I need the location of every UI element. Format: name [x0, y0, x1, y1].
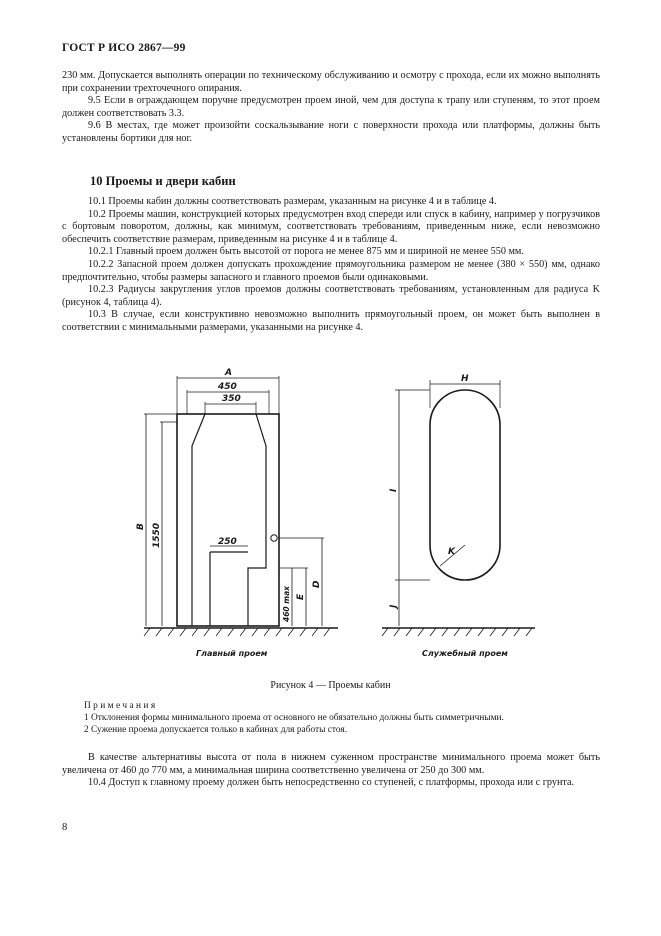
figure-caption: Рисунок 4 — Проемы кабин — [270, 680, 391, 691]
dim-label-450: 450 — [218, 382, 237, 392]
main-opening-lower-step — [210, 552, 248, 626]
notes-title: Примечания — [84, 701, 158, 711]
paragraph: 10.2.2 Запасной проем должен допускать прохождение прямоугольника размером не менее (380 × 550) мм, однако предпочтительно, чтобы размеры запасного и главного проемов были одинаковыми. — [62, 258, 600, 283]
ground-hatch-main — [144, 628, 330, 636]
dim-label-250: 250 — [218, 537, 237, 547]
paragraph: 10.2 Проемы машин, конструкцией которых предусмотрен вход спереди или спуск в кабину, например у погрузчиков с бортовым поворотом, должны, как минимум, соответствовать требованиям, приведенным ниже, если невозможно обеспечить соответствие размерам, приведенным на рисунке 4 и в таблице 4. — [62, 208, 600, 245]
seat-reference-mark — [271, 535, 277, 541]
note-item: 1 Отклонения формы минимального проема от основного не обязательно должны быть симметричными. — [84, 713, 504, 724]
dim-label-1550: 1550 — [152, 522, 162, 548]
service-opening-outline — [430, 390, 500, 580]
dim-label-h: H — [461, 374, 469, 384]
paragraph: 10.3 В случае, если конструктивно невозможно выполнить прямоугольный проем, он может быть выполнен в соответствии с минимальными размерами, указанными на рисунке 4. — [62, 309, 600, 333]
dim-label-350: 350 — [222, 394, 241, 404]
label-main-opening: Главный проем — [196, 649, 268, 658]
dim-label-j: J — [389, 604, 399, 608]
paragraph: 9.5 Если в ограждающем поручне предусмотрен проем иной, чем для доступа к трапу или ступеням, то этот проем должен соответствовать 3.3. — [62, 95, 600, 119]
paragraph: 230 мм. Допускается выполнять операции по техническому обслуживанию и осмотру с прохода, если их можно выполнять при сохранении трехточечного опирания. — [62, 70, 600, 94]
text-block-bottom — [62, 752, 600, 790]
paragraph: 9.6 В местах, где может произойти соскальзывание ноги с поверхности прохода или платформы, должны быть установлены бортики для ног. — [62, 120, 600, 144]
dim-label-i: I — [389, 488, 399, 492]
dim-label-b: B — [136, 523, 146, 530]
dim-label-e: E — [296, 593, 306, 600]
paragraph: 10.1 Проемы кабин должны соответствовать размерам, указанным на рисунке 4 и в таблице 4. — [88, 196, 497, 207]
main-opening-left-taper — [192, 414, 205, 626]
page-header: ГОСТ Р ИСО 2867—99 — [62, 42, 186, 54]
page-number: 8 — [62, 822, 68, 833]
paragraph: 10.4 Доступ к главному проему должен быть непосредственно со ступеней, с платформы, прохода или с грунта. — [88, 777, 575, 789]
ground-hatch-service — [382, 628, 532, 636]
text-block-section — [62, 196, 600, 335]
paragraph: В качестве альтернативы высота от пола в нижнем суженном пространстве минимального проема может быть увеличена от 460 до 770 мм, а минимальная ширина соответственно увеличена от 250 до 300 мм. — [62, 752, 600, 776]
dim-label-a: A — [225, 368, 232, 378]
dim-label-k: K — [448, 547, 455, 557]
label-service-opening: Служебный проем — [422, 649, 508, 658]
text-block-top — [62, 70, 600, 146]
paragraph: 10.2.3 Радиусы закругления углов проемов должны соответствовать требованиям, установленным для радиуса K (рисунок 4, таблица 4). — [62, 284, 600, 308]
dim-label-d: D — [312, 580, 322, 588]
note-item: 2 Сужение проема допускается только в кабинах для работы стоя. — [84, 725, 348, 736]
section-title: 10 Проемы и двери кабин — [90, 174, 236, 188]
dim-label-460: 460 max — [282, 586, 291, 622]
notes-block — [84, 700, 604, 737]
main-opening-right-taper — [248, 414, 266, 626]
figure-cab-openings — [130, 360, 540, 670]
paragraph: 10.2.1 Главный проем должен быть высотой от порога не менее 875 мм и шириной не менее 550 мм. — [88, 246, 524, 258]
